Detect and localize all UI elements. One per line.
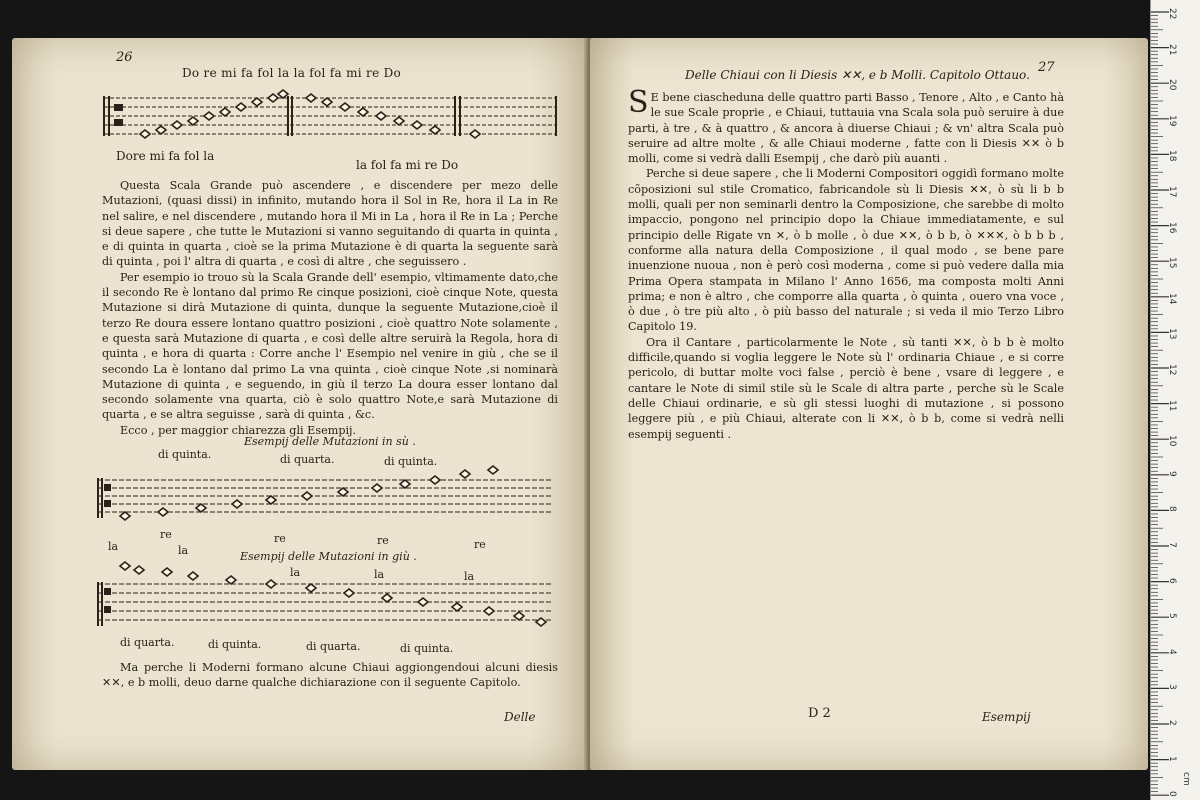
right-page-number: 27 bbox=[1038, 60, 1055, 75]
right-paragraph-2: Perche si deue sapere , che li Moderni Compositori oggidì formano molte cõposizioni sul stile Cromatico, fabricandole sù li Diesis ✕✕, ò sù li b b molli, quali per non seminarli dentro la Composizione, che sarebbe di molto impaccio, pongono nel principio dopo la Chiaue immediatamente, e sul principio delle Rigate vn ✕, ò b molle , ò due ✕✕, ò b b, ò ✕✕✕, ò b b b , conforme alla natura della Composizione , il qual modo , se bene pare inuenzione nuoua , non è però così moderna , come si può vedere dalla mia Prima Opera stampata in Milano l' Anno 1656, ma composta molti Anni prima; e non è altro , che comporre alla quarta , ò quinta , ouero vna voce , ò due , ò tre più alto , ò più basso del naturale ; si veda il mio Terzo Libro Capitolo 19. bbox=[628, 167, 1064, 334]
ruler-number: 21 bbox=[1167, 43, 1177, 56]
ex2-la-4: la bbox=[374, 568, 385, 581]
right-page bbox=[590, 38, 1148, 770]
left-closing-text bbox=[102, 660, 558, 691]
syllables-under-left: Dore mi fa fol la bbox=[116, 149, 215, 163]
ex1-label-quinta-2: di quinta. bbox=[384, 455, 438, 468]
left-text-block bbox=[102, 178, 558, 438]
example-2-title: Esempij delle Mutazioni in giù . bbox=[240, 550, 417, 563]
right-paragraph-3: Ora il Cantare , particolarmente le Note , sù tanti ✕✕, ò b b è molto difficile,quando si voglia leggere le Note sù l' ordinaria Chiaue , e si corre pericolo, di buttar molte voci false , perciò è bene , vsare di leggere , e cantare le Note di simil stile sù le Scale di altra parte , perche sù le Scale delle Chiaui ordinarie, e sù gli stessi luoghi di mutazione , si possono leggere più , e più Chiaui, alterate con li ✕✕, ò b b, come si vedrà nelli esempij seguenti . bbox=[628, 335, 1064, 441]
ruler-number: 18 bbox=[1167, 150, 1177, 162]
example-2-staff bbox=[96, 574, 556, 634]
ruler-number: 5 bbox=[1167, 613, 1177, 619]
left-catchword: Delle bbox=[504, 710, 536, 724]
right-paragraph-1: E bene ciascheduna delle quattro parti Basso , Tenore , Alto , e Canto hà le sue Scale proprie , e Chiaui, tuttauia vna Scala sola può seruire à due parti, à tre , & à quattro , & ancora à diuerse Chiaui ; & vn' altra Scala può seruire ad altre molte , & alle Chiaui moderne , fatte con li Diesis ✕✕ ò b molli, come si vedrà dalli Esempij , che darò più auanti . bbox=[628, 91, 1064, 166]
ex1-label-quinta-1: di quinta. bbox=[158, 448, 212, 461]
ruler-number: 20 bbox=[1167, 79, 1177, 91]
ruler-number: 22 bbox=[1167, 8, 1177, 20]
ex2-la-3: la bbox=[290, 566, 301, 579]
ruler-number: 11 bbox=[1167, 399, 1177, 412]
ruler-number: 8 bbox=[1167, 506, 1177, 513]
ruler-number: 9 bbox=[1167, 470, 1177, 477]
ruler-number: 0 bbox=[1167, 791, 1177, 797]
ex2-bottom-4: di quinta. bbox=[400, 642, 454, 655]
ex2-bottom-2: di quinta. bbox=[208, 638, 262, 651]
chapter-title: Delle Chiaui con li Diesis ✕✕, e b Molli. Capitolo Ottauo. bbox=[685, 68, 1030, 82]
ruler-number: 10 bbox=[1167, 435, 1177, 447]
syllables-under-right: la fol fa mi re Do bbox=[356, 158, 459, 172]
ruler-number: 1 bbox=[1167, 755, 1177, 762]
ruler-number: 13 bbox=[1167, 328, 1177, 340]
book-spread bbox=[12, 38, 1148, 770]
ex1-re-4: re bbox=[474, 538, 486, 551]
left-paragraph-4: Ma perche li Moderni formano alcune Chiaui aggiongendoui alcuni diesis ✕✕, e b molli, deuo darne qualche dichiarazione con il seguente Capitolo. bbox=[102, 661, 558, 690]
syllables-top: Do re mi fa fol la la fol fa mi re Do bbox=[182, 66, 402, 80]
measurement-ruler bbox=[1150, 0, 1200, 800]
ex1-re-2: re bbox=[274, 532, 286, 545]
left-page-number: 26 bbox=[116, 50, 133, 65]
ex1-re-3: re bbox=[377, 534, 389, 547]
ruler-number: 16 bbox=[1167, 221, 1177, 234]
drop-capital: S bbox=[628, 85, 649, 120]
scale-staff bbox=[100, 90, 560, 146]
ex1-label-quarta: di quarta. bbox=[280, 453, 335, 466]
left-paragraph-2: Per esempio io trouo sù la Scala Grande dell' esempio, vltimamente dato,che il secondo Re è lontano dal primo Re cinque posizioni, cioè cinque Note, questa Mutazione si dirà Mutazione di quinta, dunque la seguente Mutazione,cioè il terzo Re doura essere lontano quattro posizioni , cioè quattro Note solamente , e questa sarà Mutazione di quarta , e così delle altre seruirà la Regola, hora di quinta , e hora di quarta : Corre anche l' Esempio nel venire in giù , che se il secondo La è lontano dal primo La vna quinta , cioè cinque Note ,si nominarà Mutazione di quinta , e seguendo, in giù il terzo La doura esser lontano dal secondo solamente vna quarta, ciò è solo quattro Note,e sarà Mutazione di quarta , e se altra seguisse , sarà di quinta , &c. bbox=[102, 270, 558, 422]
ruler-number: 14 bbox=[1167, 292, 1177, 305]
ruler-number: 12 bbox=[1167, 364, 1177, 376]
left-paragraph-1: Questa Scala Grande può ascendere , e discendere per mezo delle Mutazioni, (quasi dissi) in infinito, mutando hora il Sol in Re, hora il La in Re nel salire, e nel discendere , mutando hora il Mi in La , hora il Re in La ; Perche si deue sapere , che tutte le Mutazioni si vanno seguitando di quarta in quinta , e di quinta in quarta , cioè se la prima Mutazione è di quarta la seguente sarà di quinta , poi l' altra di quarta , e così di altre , che seguissero . bbox=[102, 179, 558, 269]
ex2-la-2: la bbox=[178, 544, 189, 557]
ex2-bottom-1: di quarta. bbox=[120, 636, 175, 649]
ruler-number: 7 bbox=[1167, 542, 1177, 548]
ex2-bottom-3: di quarta. bbox=[306, 640, 361, 653]
right-text-block bbox=[628, 85, 1064, 442]
right-catchword: Esempij bbox=[982, 710, 1031, 724]
ruler-number: 19 bbox=[1167, 114, 1177, 127]
ruler-number: 17 bbox=[1167, 186, 1177, 198]
ruler-unit: cm bbox=[1181, 772, 1191, 786]
ex2-la-1: la bbox=[108, 540, 119, 553]
left-page bbox=[12, 38, 587, 770]
example-1-title: Esempij delle Mutazioni in sù . bbox=[244, 435, 416, 448]
ruler-number: 2 bbox=[1167, 720, 1177, 726]
ruler-number: 4 bbox=[1167, 648, 1177, 655]
ruler-number: 15 bbox=[1167, 257, 1177, 269]
signature-mark: D 2 bbox=[808, 706, 831, 721]
ruler-number: 3 bbox=[1167, 684, 1177, 691]
ex2-la-5: la bbox=[464, 570, 475, 583]
ruler-number: 6 bbox=[1167, 577, 1177, 584]
left-paragraph-3: Ecco , per maggior chiarezza gli Esempij. bbox=[120, 423, 357, 437]
example-1-staff bbox=[96, 468, 556, 526]
ex1-re-1: re bbox=[160, 528, 172, 541]
